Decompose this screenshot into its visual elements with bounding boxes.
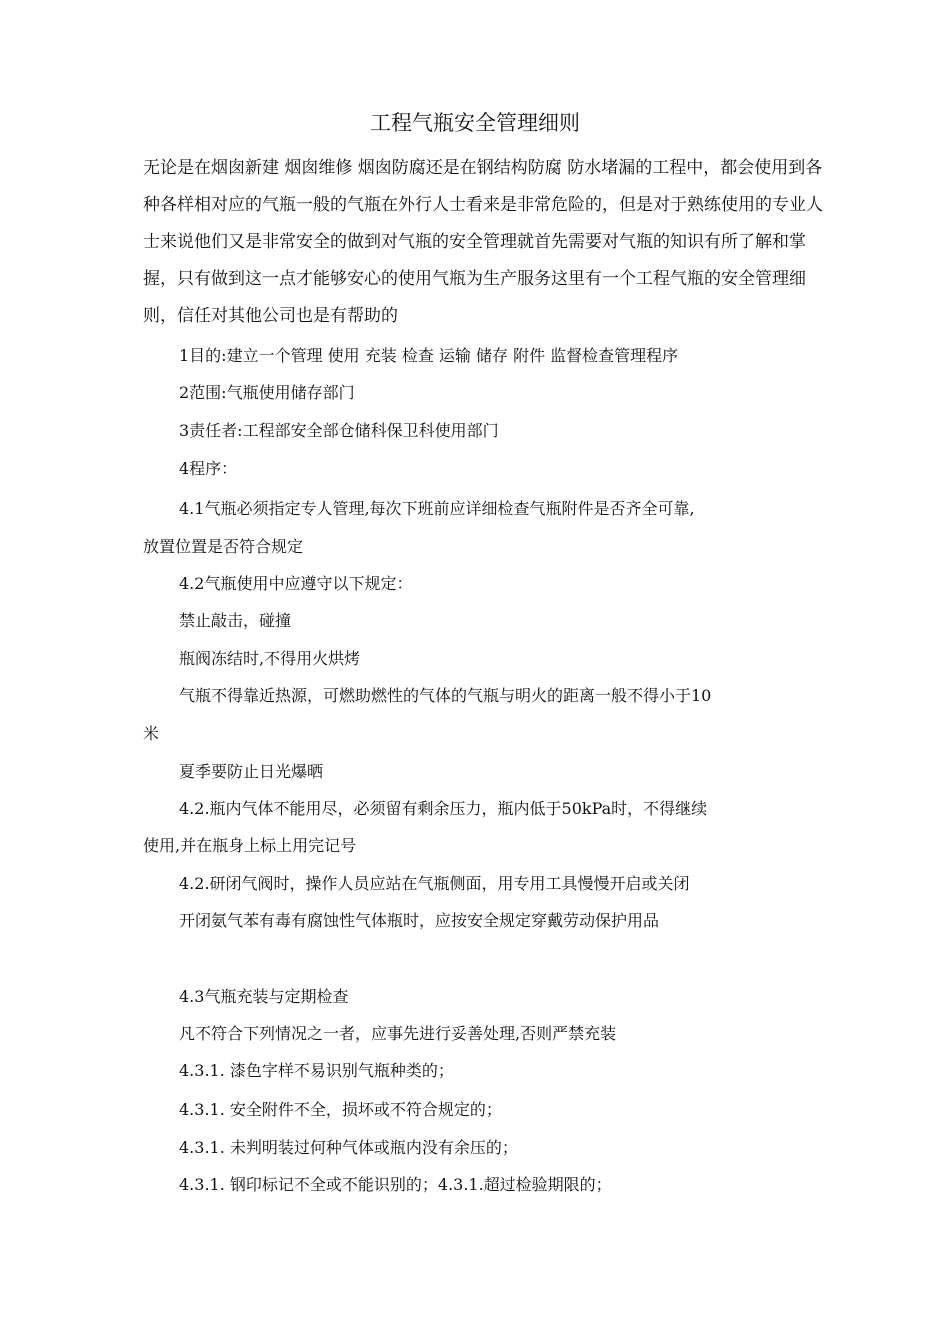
rule-summer-sun: 夏季要防止日光爆晒: [179, 762, 324, 781]
item-4-3-1-c: 4.3.1. 未判明装过何种气体或瓶内没有余压的；: [179, 1138, 518, 1157]
item-procedure-heading: 4程序：: [179, 459, 238, 478]
rule-frozen-valve: 瓶阀冻结时,不得用火烘烤: [179, 649, 361, 668]
rule-toxic-gas: 开闭氨气苯有毒有腐蚀性气体瓶时，应按安全规定穿戴劳动保护用品: [179, 911, 660, 930]
rule-heat-source-line2: 米: [143, 724, 160, 743]
item-responsible: 3责任者:工程部安全部仓储科保卫科使用部门: [179, 421, 499, 440]
rule-no-knock: 禁止敲击，碰撞: [179, 611, 292, 630]
rule-valve-operation: 4.2.研闭气阀时，操作人员应站在气瓶侧面，用专用工具慢慢开启或关闭: [179, 874, 690, 893]
rule-residual-pressure-line1: 4.2.瓶内气体不能用尽，必须留有剩余压力，瓶内低于50kPa时，不得继续: [179, 799, 708, 818]
rule-heat-source-line1: 气瓶不得靠近热源，可燃助燃性的气体的气瓶与明火的距离一般不得小于10: [179, 686, 712, 705]
rule-residual-pressure-line2: 使用,并在瓶身上标上用完记号: [143, 836, 357, 855]
item-4-1-line1: 4.1气瓶必须指定专人管理,每次下班前应详细检查气瓶附件是否齐全可靠,: [179, 499, 695, 518]
item-purpose: 1目的:建立一个管理 使用 充装 检查 运输 储存 附件 监督检查管理程序: [179, 346, 679, 365]
item-4-3-1-d: 4.3.1. 钢印标记不全或不能识别的；4.3.1.超过检验期限的；: [179, 1175, 612, 1194]
document-title: 工程气瓶安全管理细则: [370, 111, 580, 135]
item-scope: 2范围:气瓶使用储存部门: [179, 383, 355, 402]
item-4-3-1-a: 4.3.1. 漆色字样不易识别气瓶种类的；: [179, 1061, 454, 1080]
item-4-3-intro: 凡不符合下列情况之一者，应事先进行妥善处理,否则严禁充装: [179, 1024, 617, 1043]
item-4-2-heading: 4.2气瓶使用中应遵守以下规定：: [179, 574, 413, 593]
intro-paragraph: 无论是在烟囱新建 烟囱维修 烟囱防腐还是在钢结构防腐 防水堵漏的工程中，都会使用到各种各样相对应的气瓶一般的气瓶在外行人士看来是非常危险的，但是对于熟练使用的专业人士来说他们又是非常安全的做到对气瓶的安全管理就首先需要对气瓶的知识有所了解和掌握，只有做到这一点才能够安心的使用气瓶为生产服务这里有一个工程气瓶的安全管理细则，信任对其他公司也是有帮助的: [143, 158, 823, 326]
item-4-1-line2: 放置位置是否符合规定: [143, 537, 304, 556]
item-4-3-1-b: 4.3.1. 安全附件不全，损坏或不符合规定的；: [179, 1100, 502, 1119]
item-4-3-heading: 4.3气瓶充装与定期检查: [179, 987, 349, 1006]
